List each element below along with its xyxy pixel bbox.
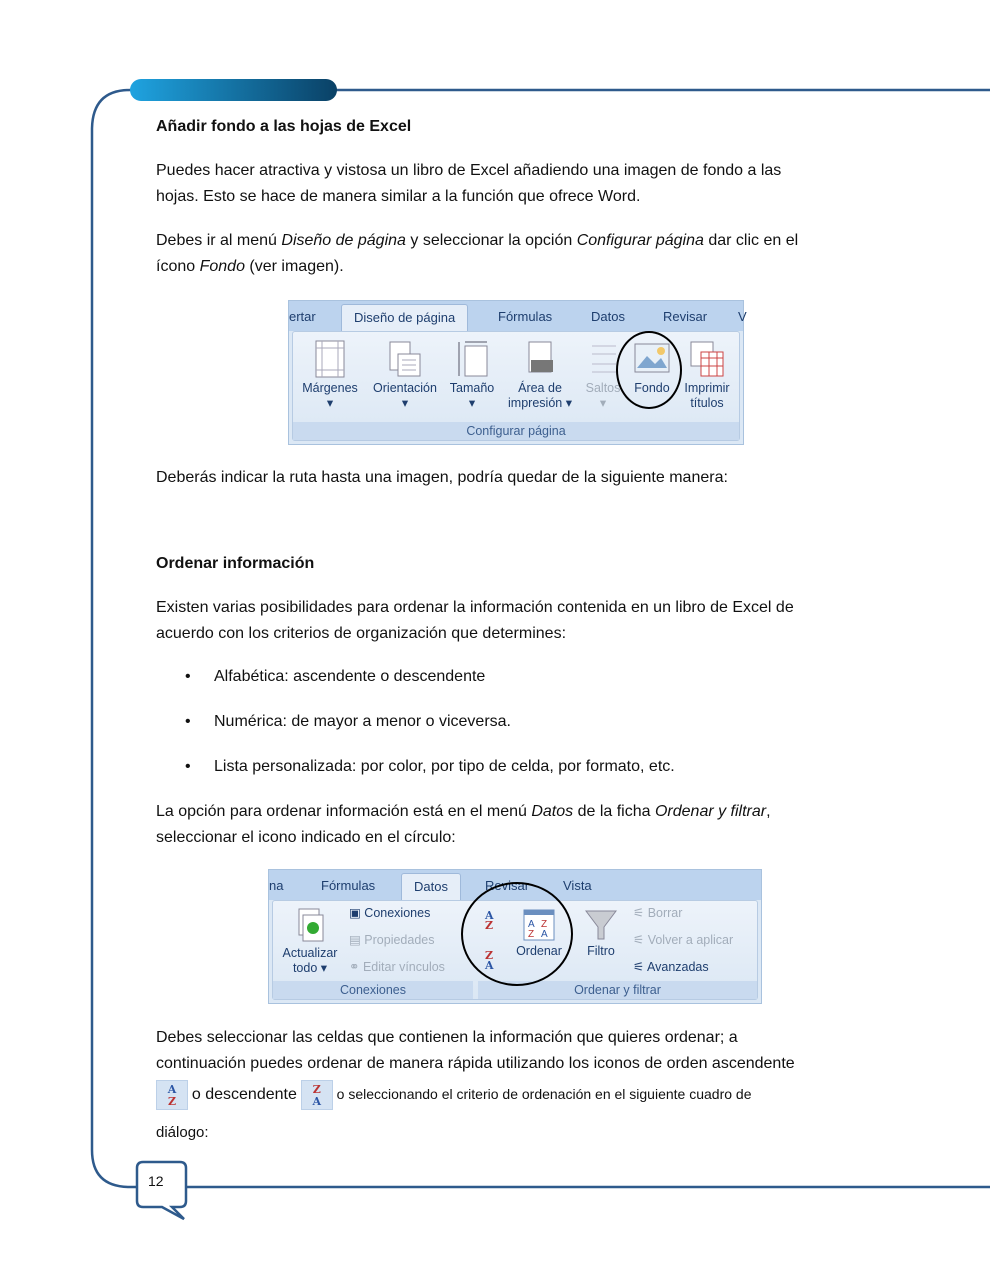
bullet-icon: • bbox=[185, 713, 191, 730]
label: Márgenes bbox=[302, 381, 358, 395]
text: La opción para ordenar información está en el menú bbox=[156, 803, 532, 820]
label: Tamaño bbox=[449, 381, 495, 395]
paragraph-inline-icons bbox=[156, 1080, 876, 1110]
tab: Vista bbox=[563, 878, 592, 893]
text-line: Existen varias posibilidades para ordenar la información contenida en un libro de Excel de bbox=[156, 599, 794, 616]
bullet-icon: • bbox=[185, 758, 191, 775]
label: Editar vínculos bbox=[362, 960, 445, 974]
breaks-icon bbox=[586, 340, 620, 378]
text-italic: Datos bbox=[531, 803, 574, 820]
filter-button bbox=[578, 909, 624, 959]
heading-ordenar: Ordenar información bbox=[156, 555, 315, 572]
header-pill bbox=[130, 79, 337, 101]
svg-text:A: A bbox=[528, 919, 535, 930]
text: seleccionar el icono indicado en el círculo: bbox=[156, 829, 456, 846]
tab: ertar bbox=[289, 309, 316, 324]
text-italic: Configurar página bbox=[576, 232, 704, 249]
text: de la ficha bbox=[573, 803, 655, 820]
text: (ver imagen). bbox=[244, 258, 344, 275]
svg-text:A: A bbox=[541, 929, 548, 940]
tab-active: Diseño de página bbox=[341, 304, 468, 331]
label: Fondo bbox=[634, 381, 670, 395]
text: o descendente bbox=[191, 1086, 297, 1103]
paragraph bbox=[156, 228, 876, 280]
label: Volver a aplicar bbox=[647, 933, 734, 947]
ribbon-data-image bbox=[268, 869, 762, 1004]
paragraph: Deberás indicar la ruta hasta una imagen, podría quedar de la siguiente manera: bbox=[156, 469, 728, 486]
paragraph bbox=[156, 1025, 876, 1077]
text: dar clic en el bbox=[703, 232, 799, 249]
sort-descending-icon: Z A bbox=[485, 949, 494, 972]
bullet-text: Lista personalizada: por color, por tipo de celda, por formato, etc. bbox=[214, 758, 675, 775]
label: Avanzadas bbox=[647, 960, 709, 974]
text-line: continuación puedes ordenar de manera rápida utilizando los iconos de orden ascendente bbox=[156, 1055, 795, 1072]
label: Actualizar bbox=[282, 946, 338, 960]
text: Debes ir al menú bbox=[156, 232, 282, 249]
tab: Fórmulas bbox=[498, 309, 553, 324]
tab: Fórmulas bbox=[321, 878, 376, 893]
label: Área de bbox=[518, 381, 562, 395]
text-line: Debes seleccionar las celdas que contienen la información que quieres ordenar; a bbox=[156, 1029, 738, 1046]
bullet-text: Alfabética: ascendente o descendente bbox=[214, 668, 486, 685]
text: o seleccionando el criterio de ordenación en el siguiente cuadro de bbox=[336, 1086, 752, 1102]
bullet-icon: • bbox=[185, 668, 191, 685]
margins-icon bbox=[315, 340, 345, 378]
label: Filtro bbox=[587, 944, 615, 958]
print-titles-icon bbox=[689, 340, 725, 378]
sort-ascending-icon: A Z bbox=[156, 1080, 188, 1110]
label: títulos bbox=[690, 396, 724, 410]
text-italic: Ordenar y filtrar bbox=[654, 803, 767, 820]
group-label: Conexiones bbox=[273, 981, 473, 999]
page-number-bubble bbox=[137, 1162, 186, 1219]
clear-button: ⚟ Borrar bbox=[633, 906, 683, 920]
label: todo bbox=[292, 961, 318, 975]
breaks-button: Saltos ▾ bbox=[581, 340, 625, 411]
highlight-circle bbox=[616, 331, 682, 409]
paragraph bbox=[156, 799, 876, 851]
label: Imprimir bbox=[684, 381, 730, 395]
edit-links-button: ⚭ Editar vínculos bbox=[349, 960, 445, 974]
text-italic: Fondo bbox=[199, 258, 245, 275]
group-label: Configurar página bbox=[293, 422, 739, 440]
print-area-button: Área de impresión ▾ bbox=[502, 340, 578, 411]
tab: na bbox=[269, 878, 284, 893]
heading-fondo: Añadir fondo a las hojas de Excel bbox=[156, 118, 412, 135]
paragraph bbox=[156, 158, 876, 210]
refresh-all-button: Actualizar todo ▾ bbox=[279, 907, 341, 976]
tab: V bbox=[738, 309, 747, 324]
size-button: Tamaño ▾ bbox=[444, 340, 500, 411]
text: y seleccionar la opción bbox=[405, 232, 577, 249]
tab: Revisar bbox=[663, 309, 708, 324]
svg-text:Z: Z bbox=[528, 929, 535, 940]
label: Ordenar bbox=[516, 944, 562, 958]
label: impresión bbox=[508, 396, 563, 410]
ribbon-tabs bbox=[289, 301, 747, 331]
size-icon bbox=[455, 340, 489, 378]
text: ícono bbox=[156, 258, 200, 275]
reapply-button: ⚟ Volver a aplicar bbox=[633, 933, 734, 947]
tab: Revisar bbox=[485, 878, 530, 893]
tab-active: Datos bbox=[401, 873, 461, 900]
properties-button: ▤ Propiedades bbox=[349, 933, 435, 947]
label: Saltos bbox=[585, 381, 621, 395]
text-line: acuerdo con los criterios de organización que determines: bbox=[156, 625, 567, 642]
orientation-button: Orientación ▾ bbox=[367, 340, 443, 411]
text-line: hojas. Esto se hace de manera similar a la función que ofrece Word. bbox=[156, 188, 641, 205]
ribbon-page-layout-image bbox=[288, 300, 747, 445]
advanced-button: ⚟ Avanzadas bbox=[633, 960, 709, 974]
page-number: 12 bbox=[148, 1173, 164, 1189]
orientation-icon bbox=[388, 340, 422, 378]
text-line: diálogo: bbox=[156, 1124, 209, 1141]
group-label: Ordenar y filtrar bbox=[478, 981, 757, 999]
print-titles-button bbox=[679, 340, 735, 411]
svg-text:Z: Z bbox=[541, 919, 548, 930]
print-area-icon bbox=[523, 340, 557, 378]
label: Propiedades bbox=[364, 933, 435, 947]
label: Borrar bbox=[647, 906, 683, 920]
label: Orientación bbox=[373, 381, 437, 395]
bullet-text: Numérica: de mayor a menor o viceversa. bbox=[214, 713, 511, 730]
margins-button: Márgenes ▾ bbox=[299, 340, 361, 411]
label: Conexiones bbox=[364, 906, 431, 920]
filter-funnel-icon bbox=[584, 909, 618, 941]
text-line: Puedes hacer atractiva y vistosa un libro de Excel añadiendo una imagen de fondo a las bbox=[156, 162, 782, 179]
text-italic: Diseño de página bbox=[281, 232, 406, 249]
highlight-circle bbox=[461, 882, 573, 986]
tab: Datos bbox=[591, 309, 625, 324]
paragraph bbox=[156, 595, 876, 647]
sort-descending-icon: Z A bbox=[301, 1080, 333, 1110]
refresh-icon bbox=[295, 907, 325, 943]
sort-ascending-icon: A Z bbox=[485, 909, 494, 932]
text: , bbox=[766, 803, 771, 820]
connections-button: ▣ Conexiones bbox=[349, 906, 431, 920]
